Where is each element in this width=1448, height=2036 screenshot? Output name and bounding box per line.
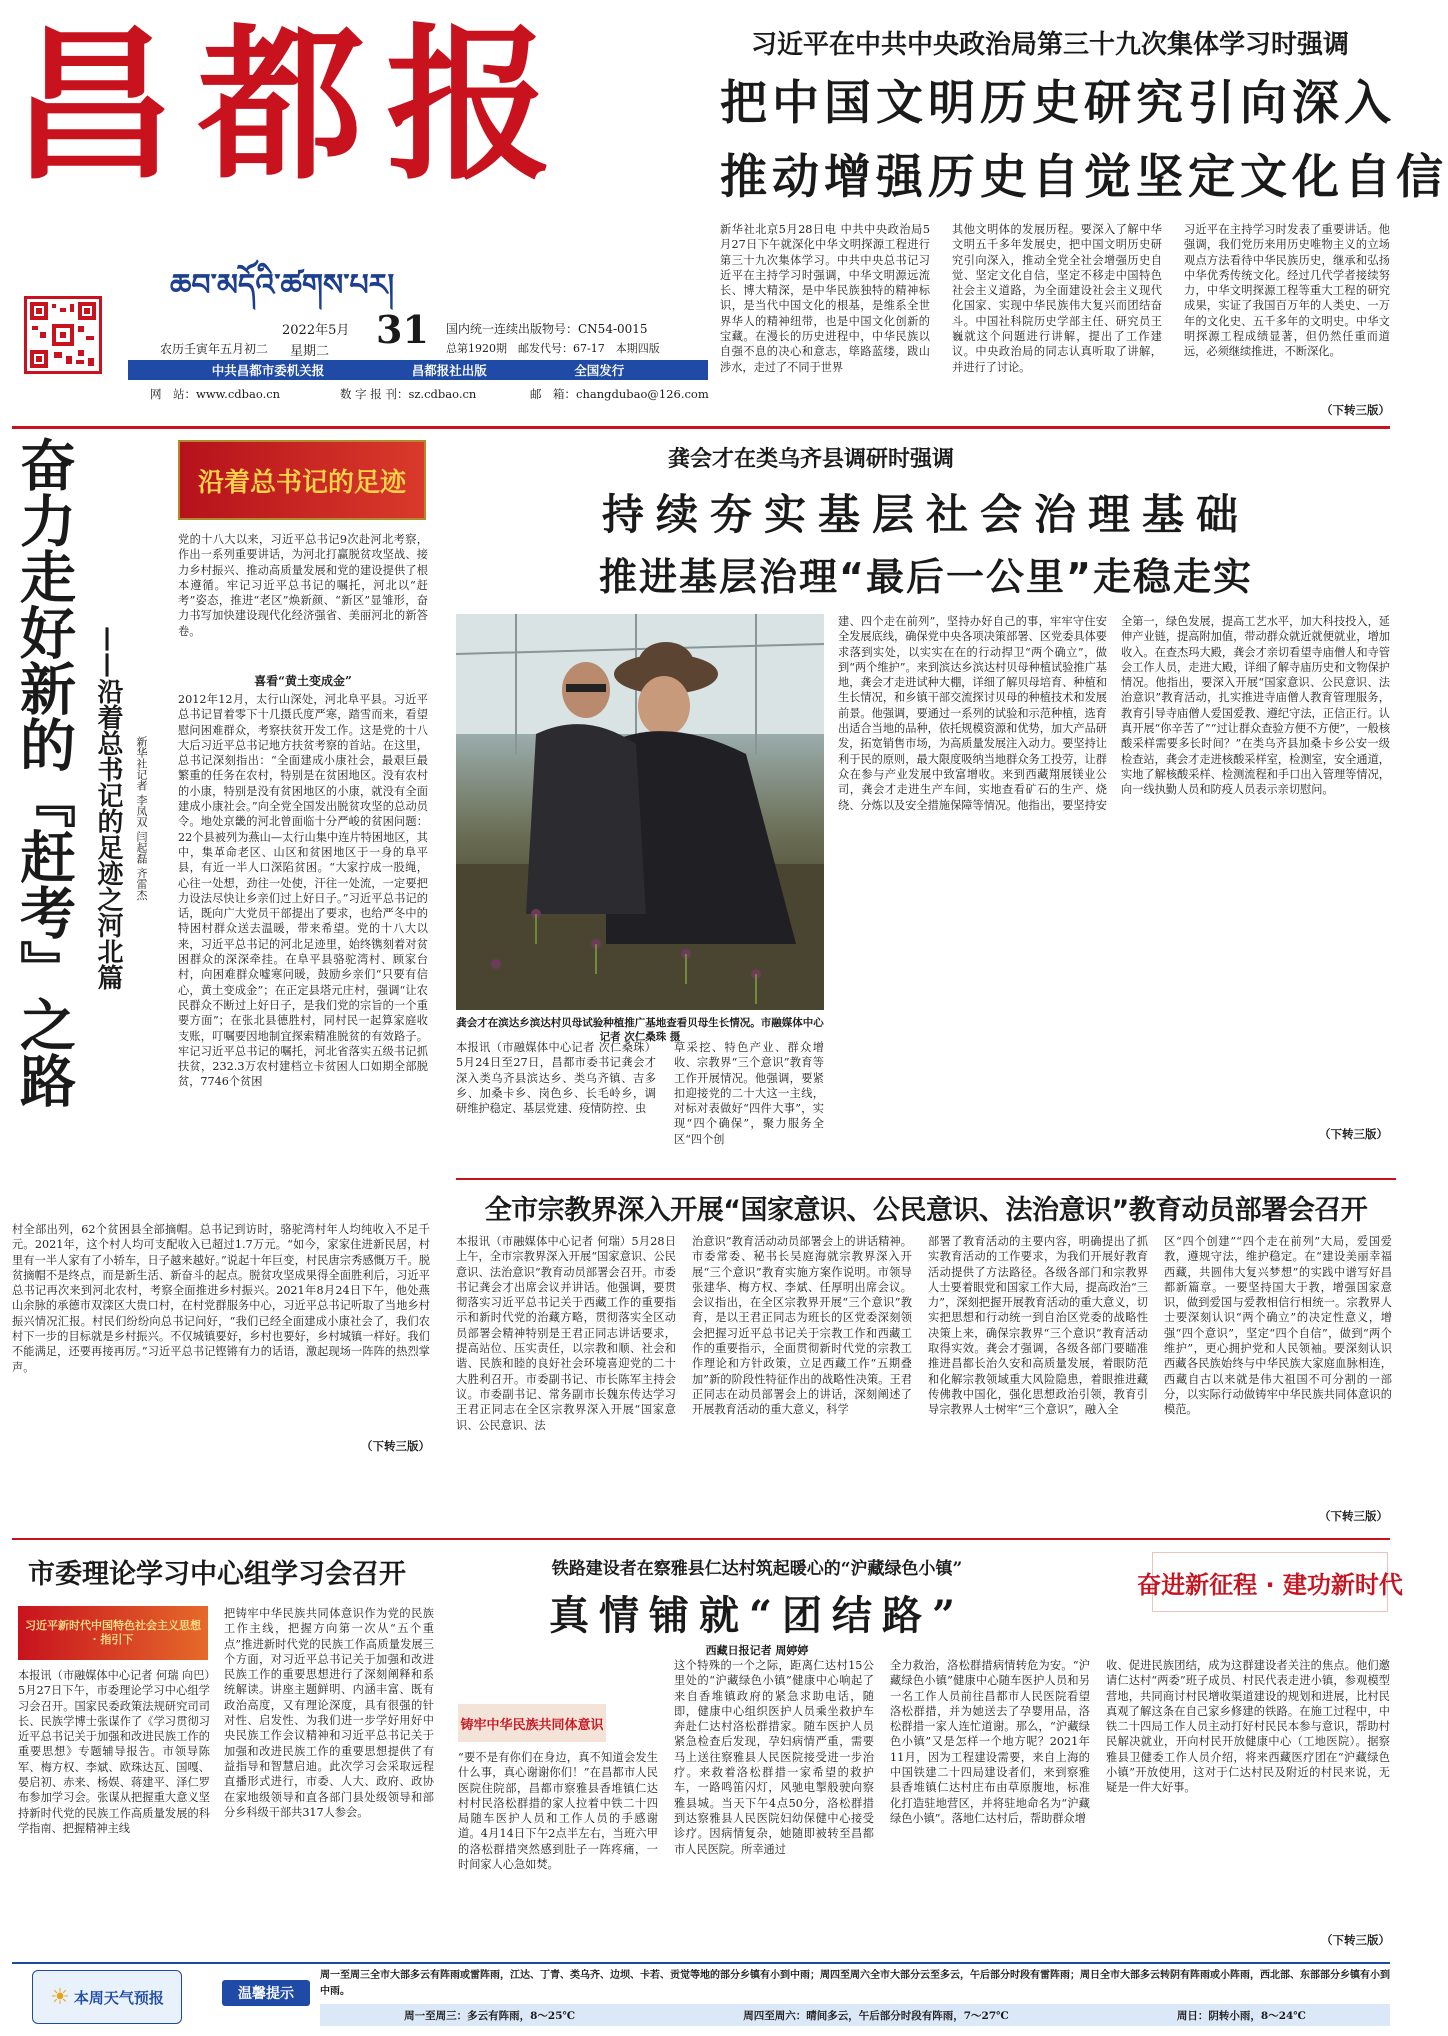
fifth-banner-text: 铸牢中华民族共同体意识: [460, 1717, 604, 1733]
weather-badge: [32, 1970, 182, 2024]
lead-continued: （下转三版）: [1321, 403, 1390, 417]
lead-headline-1: 把中国文明历史研究引向深入: [720, 76, 1396, 131]
third-col-4: 区“四个创建”“四个走在前列”大局，爱国爱教，遵规守法，维护稳定。在“建设美丽幸福西藏，共圆伟大复兴梦想”的实践中谱写好昌都新篇章。一要坚持国大于教，增强国家意识，做到爱国与爱教相信行相统一。宗教界人士要深刻认识“两个确立”的决定性意义，增强“四个意识”，坚定“四个自信”，做到“两个维护”，更心拥护党和人民领袖。要深刻认识西藏各民族始终与中华民族大家庭血脉相连，西藏自古以来就是伟大祖国不可分割的一部分，以实际行动做铸牢中华民族共同体意识的模范。: [1164, 1235, 1392, 1417]
fourth-headline: 市委理论学习中心组学习会召开: [28, 1559, 406, 1590]
third-col-2: 治意识”教育活动动员部署会上的讲话精神。市委常委、秘书长吴庭海就宗教界深入开展“三个意识”教育实施方案作说明。市领导张建华、梅方权、李斌、任厚明出席会议。会议指出，在全区宗教界开展“三个意识”教育，是以王君正同志为班长的区党委深刻领会把握习近平总书记关于宗教工作和西藏工作的重要指示，全面贯彻新时代党的宗教工作理论和方针政策，立足西藏工作“五期叠加”新的阶段性特征作出的战略性决策。王君正同志在动员部署会上的讲话，深刻阐述了开展教育活动的重大意义，科学: [692, 1235, 912, 1417]
second-lead-2: 草采挖、特色产业、群众增收、宗教界“三个意识”教育等工作开展情况。他强调，要紧扣迎接党的二十大这一主线，对标对表做好“四件大事”，实现“四个确保”，聚力服务全区“四个创: [674, 1041, 824, 1146]
fifth-byline: 西藏日报记者 周婷婷: [705, 1644, 809, 1657]
forecast-sun: 周日：阴转小雨，8～24℃: [1176, 2009, 1306, 2022]
fourth-col-2: 把铸牢中华民族共同体意识作为党的民族工作主线，把握方向第一次从“五个重点”推进新时代党的民族工作高质量发展三个方面，对习近平总书记关于加强和改进民族工作的重要思想进行了深刻阐释和系统解读。讲座主题鲜明、内涵丰富、既有政治高度，又有理论深度，具有很强的针对性、启发性、为我们进一步学好用好中央民族工作会议精神和习近平总书记关于加强和改进民族工作的重要思想提供了有益指导和智慧启迪。此次学习会采取远程直播形式进行，市委、人大、政府、政协在家地级领导和直各部门县处级领导和部分乡科级干部共317人参会。: [224, 1607, 434, 1819]
third-top-rule: [456, 1178, 1396, 1180]
fifth-col-4: 收、促进民族团结，成为这群建设者关注的焦点。他们邀请仁达村“两委”班子成员、村民代表走进小镇，参观模型营地，共同商讨村民增收渠道建设的规划和进展，比村民真观了解这条在自己家乡修建的铁路。在施工过程中，中铁二十四局工作人员主动打好村民民本参与意识，帮助村民解决就业，开向村民开放健康中心（工地医院）。据察雅县卫健委工作人员介绍，将来西藏医疗团在“沪藏绿色小镇”开放使用，这对于仁达村民及附近的村民来说，无疑是一件大好事。: [1106, 1659, 1390, 1795]
feature-body-2: 村全部出列，62个贫困县全部摘帽。总书记到访时，骆驼湾村年人均纯收入不足千元。2021年，这个村人均可支配收入已超过1.7万元。“如今，家家住进新民居，村里有一半人家有了小轿车，日子越来越好。”说起十年巨变，村民唐宗秀感慨万千。脱贫摘帽不是终点，而是新生活、新奋斗的起点。脱贫攻坚成果得全面胜利后，习近平总书记再次来到河北农村，考察全面推进乡村振兴。2021年8月24日下午，他处燕山余脉的承德市双滦区大贵口村，在村党群服务中心，习近平总书记听取了当地乡村振兴情况汇报。村民们纷纷向总书记问好，“我们已经全面建成小康社会了，我们农村下一步的目标就是乡村振兴。不仅城镇要好，乡村也要好，乡村城镇一样好。我们不能满足，还要再接再厉。”习近平总书记铿锵有力的话语，激起现场一阵阵的热烈掌声。: [12, 1223, 430, 1374]
sun-icon: ☀: [50, 1984, 70, 2010]
issue-day: 31: [376, 307, 429, 352]
fifth-col-3: 全力救治，洛松群措病情转危为安。“沪藏绿色小镇”健康中心随车医护人员和另一名工作人员前往昌都市人民医院看望洛松群措，并为她送去了孕婴用品，洛松群措一家人连忙道谢。那么，“沪藏绿色小镇”又是怎样一个地方呢？2021年11月，因为工程建设需要，来自上海的中国铁建二十四局建设者们，来到察雅县香堆镇仁达村庄布由草原腹地，标准化打造驻地营区，并将驻地命名为“沪藏绿色小镇”。落地仁达村后，帮助群众增: [890, 1659, 1090, 1825]
feature-subhead: 喜看“黄土变成金”: [254, 674, 352, 688]
fourth-banner-text: 习近平新时代中国特色社会主义思想 · 指引下: [25, 1619, 201, 1646]
feature-banner: [178, 440, 426, 520]
forecast-thu-sat: 周四至周六：晴间多云，午后部分时段有阵雨，7～27℃: [743, 2009, 1009, 2022]
tibetan-title: ཆབ་མདོའི་ཚགས་པར།: [170, 268, 395, 303]
lead-col-1: 新华社北京5月28日电 中共中央政治局5月27日下午就深化中华文明探源工程进行第三十九次集体学习。中共中央总书记习近平在主持学习时强调，中华文明源远流长、博大精深，是中华民族独特的精神标识，是当代中国文化的根基，是维系全世界华人的精神纽带，也是中国文化创新的宝藏。在漫长的历史进程中，中华民族以自强不息的决心和意志，筚路蓝缕，跋山涉水，走过了不同于世界: [720, 223, 930, 374]
third-headline: 全市宗教界深入开展“国家意识、公民意识、法治意识”教育动员部署会召开: [484, 1195, 1368, 1226]
feature-title: 奋力走好新的『赶考』之路: [11, 436, 76, 1108]
second-headline-1: 持续夯实基层社会治理基础: [601, 490, 1250, 539]
third-col-3: 部署了教育活动的主要内容，明确提出了抓实教育活动的工作要求，为我们开展好教育活动提供了方法路径。各级各部门和宗教界人士要着眼党和国家工作大局，提高政治“三力”，深刻把握开展教育活动的重大意义，切实把思想和行动统一到自治区党委的战略性决策上来，确保宗教界“三个意识”教育活动取得实效。龚会才强调，各级各部门要瞄准推进昌都长治久安和高质量发展，着眼防范和化解宗教领域重大风险隐患，着眼推进藏传佛教中国化，强化思想政治引领，教育引导宗教界人士树牢“三个意识”，融入全: [928, 1235, 1148, 1417]
banner-text: 沿着总书记的足迹: [197, 467, 406, 498]
forecast-mon-wed: 周一至周三：多云有阵雨，8～25℃: [404, 2009, 576, 2022]
feature-intro: 党的十八大以来，习近平总书记9次赴河北考察，作出一系列重要讲话，为河北打赢脱贫攻坚战、接力乡村振兴、推动高质量发展和党的建设提供了根本遵循。牢记习近平总书记的嘱托，河北以“赶考”姿态，推进“老区”焕新颜、“新区”显雏形，奋力书写加快建设现代化经济强省、美丽河北的新答卷。: [178, 533, 428, 638]
fifth-continued: （下转三版）: [1321, 1933, 1390, 1947]
feature-byline: 新华社记者 李凤双 闫起磊 齐雷杰: [135, 736, 148, 901]
epaper-link[interactable]: 数 字 报 刊：sz.cdbao.cn: [340, 387, 477, 401]
week-forecast-title: 本周天气预报: [73, 1988, 164, 2007]
lead-col-2: 其他文明体的发展历程。要深入了解中华文明五千多年发展史，把中国文明历史研究引向深入，推动全党全社会增强历史自觉、坚定文化自信，坚定不移走中国特色社会主义道路，为全面建设社会主义现代化国家、实现中华民族伟大复兴而团结奋斗。中国社科院历史学部主任、研究员王巍就这个问题进行讲解，提出了工作建议。中央政治局的同志认真听取了讲解，并进行了讨论。: [952, 223, 1162, 374]
fourth-lead: 本报讯（市融媒体中心记者 何瑞 向巴）5月27日下午，市委理论学习中心组学习会召开。国家民委政策法规研究司司长、民族学博士张谋作了《学习贯彻习近平总书记关于加强和改进民族工作的重要思想》专题辅导报告。市领导陈军、梅方权、李斌、欧珠达瓦、国嘎、晏启初、赤来、杨娱、蒋建平、泽仁罗布参加学习会。张谋从把握重大意义坚持新时代党的民族工作高质量发展的科学指南、把握精神主线: [18, 1669, 210, 1835]
masthead: [0, 0, 712, 425]
second-right-col: 建、四个走在前列”，坚持办好自己的事，牢牢守住安全发展底线，确保党中央各项决策部署、区党委具体要求落到实处，以实实在在的行动捍卫“两个确立”，做到“两个维护”。来到滨达乡滨达村贝母种植试验推广基地，龚会才走进试种大棚，详细了解贝母培育、种植和生长情况，和乡镇干部交流探讨贝母的种植技术和发展前景。他强调，要通过一系列的试验和示范种植，选育出适合当地的品种，依托规模资源和优势，加大产品研发，拓宽销售市场，为高质量发展注入动力。要坚持让利于民的原则，最大限度吸纳当地群众务工投劳，让群众在参与产业发展中致富增收。来到西藏翔展镁业公司，龚会才走进生产车间，实地查看矿石的生产、烧绕、分炼以及安全措施保障等情况。他指出，要坚持安全第一，绿色发展，提高工艺水平，加大科技投入，延伸产业链，提高附加值，带动群众就近就便就业，增加收入。在查杰玛大殿，龚会才亲切看望寺庙僧人和寺管会工作人员，走进大殿，详细了解寺庙历史和文物保护情况。他指出，要深入开展“国家意识、公民意识、法治意识”教育活动，扎实推进寺庙僧人教育管理服务，教育引导寺庙僧人爱国爱教、遵纪守法，正信正行。认真开展“你辛苦了”“过让群众查验方便不方便”，一般核酸采样需要多长时间？”在类乌齐县加桑卡乡公安一级检查站，龚会才走进核酸采样室，检测室，安全通道，实地了解核酸采样、检测流程和手口出入管理等情况，向一线执勤人员和防疫人员表示亲切慰问。: [838, 615, 1391, 812]
lead-kicker: 习近平在中共中央政治局第三十九次集体学习时强调: [750, 30, 1349, 60]
lead-story: [720, 0, 1448, 425]
publisher-bar: [128, 360, 708, 380]
third-col-1: 本报讯（市融媒体中心记者 何瑞）5月28日上午，全市宗教界深入开展“国家意识、公民意识、法治意识”教育动员部署会召开。市委书记龚会才出席会议并讲话。他强调，要贯彻落实习近平总书记关于西藏工作的重要指示和新时代党的治藏方略，贯彻落实全区动员部署会精神特别是王君正同志讲话要求，提高站位、压实责任，以宗教和顺、社会和谐、民族和睦的良好社会环境喜迎党的二十大胜利召开。市委副书记、市长陈军主持会议。市委副书记、常务副市长魏东传达学习王君正同志在全区宗教界深入开展“国家意识、公民意识、法: [456, 1235, 676, 1432]
weather-footer: [12, 1962, 1390, 2028]
email-link[interactable]: 邮 箱：changdubao@126.com: [530, 387, 709, 401]
weekday: 星期二: [290, 344, 330, 359]
fifth-story: [452, 1546, 1403, 1956]
qr-code-icon: [24, 296, 102, 374]
feature-continued: （下转三版）: [361, 1439, 430, 1453]
tips-title: 温馨提示: [238, 1986, 294, 2002]
sponsor: 中共昌都市委机关报: [211, 363, 325, 378]
fifth-right-banner: [1137, 1552, 1403, 1612]
fourth-banner: [18, 1606, 208, 1660]
fifth-headline: 真情铺就“团结路”: [548, 1592, 965, 1639]
photo-caption: 龚会才在滨达乡滨达村贝母试验种植推广基地查看贝母生长情况。市融媒体中心记者 次仁桑珠 摄: [456, 1017, 824, 1043]
left-feature: [12, 436, 452, 1526]
right-banner-text: 奋进新征程 · 建功新时代: [1137, 1570, 1403, 1599]
second-continued: （下转三版）: [1319, 1127, 1388, 1141]
second-lead-1: 本报讯（市融媒体中心记者 次仁桑珠）5月24日至27日，昌都市委书记龚会才深入类乌齐县滨达乡、类乌齐镇、吉多乡、加桑卡乡、岗色乡、长毛岭乡，调研维护稳定、基层党建、疫情防控、虫: [456, 1041, 656, 1116]
third-story: [456, 1178, 1396, 1538]
forecast-row: [320, 2004, 1390, 2026]
newspaper-title: 昌都报: [10, 8, 574, 203]
masthead-divider: [12, 426, 1390, 429]
lower-divider: [12, 1538, 1390, 1540]
tips-label: [222, 1980, 310, 2006]
cn-number: 国内统一连续出版物号：CN54-0015: [446, 322, 648, 336]
lead-col-3: 习近平在主持学习时发表了重要讲话。他强调，我们党历来用历史唯物主义的立场观点方法看待中华民族历史，继承和弘扬中华优秀传统文化。经过几代学者接续努力，中华文明探源工程等重大工程的研究成果，实证了我国百万年的人类史、一万年的文化史、五千多年的文明史。中华文明探源工程成绩显著，但仍然任重而道远，必须继续推进，不断深化。: [1184, 223, 1390, 359]
fifth-kicker: 铁路建设者在察雅县仁达村筑起暖心的“沪藏绿色小镇”: [551, 1559, 963, 1579]
fifth-banner: [458, 1704, 606, 1742]
tips-text: 周一至周三全市大部多云有阵雨或雷阵雨，江达、丁青、类乌齐、边坝、卡若、贡觉等地的部分乡镇有小到中雨；周四至周六全市大部分云至多云，午后部分时段有雷阵雨；周日全市大部多云转阴有阵雨或小阵雨，西北部、东部部分乡镇有小到中雨。: [320, 1970, 1390, 1997]
second-headline-2: 推进基层治理“最后一公里”走稳走实: [599, 555, 1253, 599]
issue-number: 总第1920期 邮发代号：67-17 本期四版: [446, 342, 660, 355]
fourth-story: [12, 1546, 442, 1956]
second-story: [456, 436, 1396, 1176]
news-photo: [456, 614, 824, 1010]
fifth-col-2: 这个特殊的一个之际，距离仁达村15公里处的“沪藏绿色小镇”健康中心响起了来自香堆镇政府的紧急求助电话，随即，健康中心组织医护人员乘坐救护车奔赴仁达村洛松群措家。随车医护人员紧急检查后发现，孕妇病情严重，需要马上送往察雅县人民医院接受进一步治疗。来救着洛松群措一家希望的救护车，一路鸣笛闪灯，风驰电掣般驶向察雅县城。当天下午4点50分，洛松群措到达察雅县人民医院妇幼保健中心接受诊疗。因病情复杂，她随即被转至昌都市人民医院。所幸通过: [674, 1659, 874, 1856]
second-kicker: 龚会才在类乌齐县调研时强调: [667, 446, 954, 472]
lunar-date: 农历壬寅年五月初二: [160, 342, 269, 356]
lead-headline-2: 推动增强历史自觉坚定文化自信: [720, 150, 1448, 205]
website-link[interactable]: 网 站：www.cdbao.cn: [150, 387, 281, 401]
fifth-col-1: “要不是有你们在身边，真不知道会发生什么事，真心谢谢你们！”在昌都市人民医院住院部，昌都市察雅县香堆镇仁达村村民洛松群措的家人拉着中铁二十四局随车医护人员和工作人员的手感谢道。4月14日下午2点半左右，当班六甲的洛松群措突然感到肚子一阵疼痛，一时间家人心急如焚。: [458, 1751, 658, 1872]
issue-date: 2022年5月: [282, 323, 350, 338]
distribution: 全国发行: [574, 363, 625, 378]
publisher: 昌都报社出版: [411, 363, 487, 378]
feature-subtitle: ——沿着总书记的足迹之河北篇: [93, 626, 123, 990]
third-continued: （下转三版）: [1319, 1509, 1388, 1523]
feature-body-1: 2012年12月，太行山深处，河北阜平县。习近平总书记冒着零下十几摄氏度严寒，踏雪而来，看望慰问困难群众，考察扶贫开发工作。这是党的十八大后习近平总书记地方扶贫考察的首站。在这里，总书记深刻指出：“全面建成小康社会，最艰巨最繁重的任务在农村，特别是在贫困地区。没有农村的小康，特别是没有贫困地区的小康，就没有全面建成小康社会。”向全党全国发出脱贫攻坚的总动员令。地处京畿的河北曾面临十分严峻的贫困问题：22个县被列为燕山—太行山集中连片特困地区，其中，集革命老区、山区和贫困地区于一身的阜平县，有近一半人口深陷贫困。“大家拧成一股绳，心往一处想，劲往一处使，汗往一处流，一定要把力设法尽快让乡亲们过上好日子。”习近平总书记的话，既向广大党员干部提出了要求，也给严冬中的特困村群众送去温暖，带来希望。党的十八大以来，习近平总书记的河北足迹里，始终镌刻着对贫困群众的深深牵挂。在阜平县骆驼湾村、顾家台村，向困难群众嘘寒问暖，鼓励乡亲们“只要有信心，黄土变成金”；在正定县塔元庄村，强调“让农民群众不断过上好日子，是我们党的宗旨的一个重要方面”；在张北县德胜村，同村民一起算家庭收支账，叮嘱要因地制宜探索精准脱贫的有效路子。牢记习近平总书记的嘱托，河北省落实五级书记抓扶贫，232.3万农村建档立卡贫困人口如期全部脱贫，7746个贫困: [178, 693, 428, 1089]
